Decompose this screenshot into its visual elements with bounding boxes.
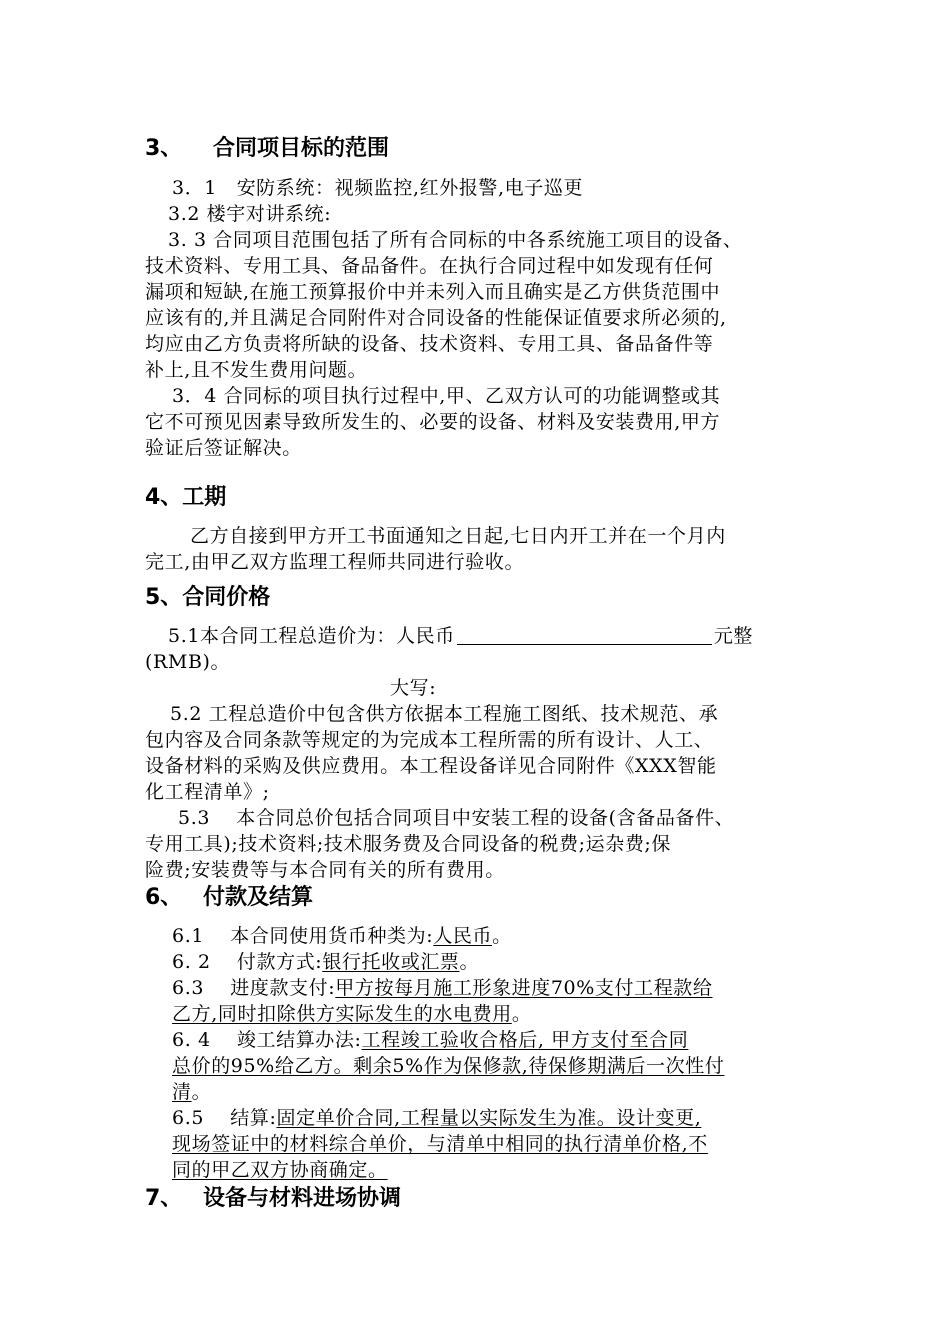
section-3-line: 3．1 安防系统：视频监控,红外报警,电子巡更: [172, 177, 584, 199]
punctuation: 。: [459, 951, 480, 973]
section-5-line: 设备材料的采购及供应费用。本工程设备详见合同附件《XXX智能: [145, 755, 717, 777]
payment-method-value: 银行托收或汇票: [322, 951, 460, 973]
section-3-heading: [145, 134, 389, 164]
section-5-line: 专用工具);技术资料;技术服务费及合同设备的税费;运杂费;保: [145, 833, 672, 855]
section-6-number: 6、: [145, 885, 183, 910]
final-settlement-line: [172, 1027, 688, 1053]
final-settlement-value: 总价的95%给乙方。剩余5%作为保修款,待保修期满后一次性付: [172, 1055, 725, 1077]
payment-method-line: [172, 949, 479, 975]
section-3-line: 均应由乙方负责将所缺的设备、技术资料、专用工具、备品备件等: [145, 333, 714, 355]
progress-payment-value: 乙方,同时扣除供方实际发生的水电费用: [172, 1003, 512, 1025]
settlement-value: 同的甲乙双方协商确定。: [172, 1159, 388, 1181]
contract-price-blank: [457, 624, 712, 645]
section-5-line: 包内容及合同条款等规定的为完成本工程所需的所有设计、人工、: [145, 729, 714, 751]
final-settlement-line-2: [172, 1053, 724, 1079]
section-4-line: 完工,由甲乙双方监理工程师共同进行验收。: [145, 551, 525, 573]
section-3-line: 应该有的,并且满足合同附件对合同设备的性能保证值要求所必须的,: [145, 307, 727, 329]
section-5-line: 险费;安装费等与本合同有关的所有费用。: [145, 859, 505, 881]
section-3-line: 3.2 楼宇对讲系统:: [168, 203, 332, 225]
settlement-line: [172, 1105, 701, 1131]
payment-currency-line: [172, 923, 512, 949]
payment-method-label: 6. 2 付款方式:: [172, 951, 323, 973]
contract-price-line: [168, 623, 753, 649]
section-5-line: 5.2 工程总造价中包含供方依据本工程施工图纸、技术规范、承: [170, 703, 719, 725]
final-settlement-line-3: [172, 1079, 211, 1105]
section-3-line: 它不可预见因素导致所发生的、必要的设备、材料及安装费用,甲方: [145, 411, 721, 433]
section-4-line: 乙方自接到甲方开工书面通知之日起,七日内开工并在一个月内: [190, 525, 726, 547]
payment-currency-label: 6.1 本合同使用货币种类为:: [172, 925, 434, 947]
progress-payment-line: [172, 975, 713, 1001]
final-settlement-value: 工程竣工验收合格后, 甲方支付至合同: [361, 1029, 689, 1051]
section-3-number: 3、: [145, 136, 183, 161]
section-3-line: 补上,且不发生费用问题。: [145, 359, 368, 381]
settlement-label: 6.5 结算:: [172, 1107, 277, 1129]
section-3-title: 合同项目标的范围: [213, 136, 390, 161]
section-3-line: 漏项和短缺,在施工预算报价中并未列入而且确实是乙方供货范围中: [145, 281, 721, 303]
final-settlement-value: 清: [172, 1081, 192, 1103]
capital-amount-label: 大写:: [390, 677, 437, 699]
section-5-line: (RMB)。: [145, 651, 231, 673]
section-7-heading: [145, 1184, 401, 1214]
final-settlement-label: 6. 4 竣工结算办法:: [172, 1029, 362, 1051]
progress-payment-value: 甲方按每月施工形象进度70%支付工程款给: [335, 977, 713, 999]
punctuation: 。: [492, 925, 512, 947]
progress-payment-label: 6.3 进度款支付:: [172, 977, 336, 999]
contract-price-unit: 元整: [713, 625, 754, 647]
section-3-line: 技术资料、专用工具、备品备件。在执行合同过程中如发现有任何: [145, 255, 714, 277]
section-5-line: 5.3 本合同总价包括合同项目中安装工程的设备(含备品备件、: [178, 807, 735, 829]
section-7-number: 7、: [145, 1186, 183, 1211]
punctuation: 。: [511, 1003, 532, 1025]
section-6-title: 付款及结算: [203, 885, 314, 910]
settlement-value: 现场签证中的材料综合单价，与清单中相同的执行清单价格,不: [172, 1133, 708, 1155]
settlement-line-3: [172, 1157, 388, 1183]
section-7-title: 设备与材料进场协调: [203, 1186, 402, 1211]
section-4-heading: 4、工期: [145, 485, 227, 510]
section-5-line: 化工程清单》;: [145, 781, 270, 803]
payment-currency-value: 人民币: [433, 925, 493, 947]
punctuation: 。: [191, 1081, 212, 1103]
section-6-heading: [145, 883, 313, 913]
contract-price-label: 5.1本合同工程总造价为：人民币: [168, 625, 455, 647]
section-3-line: 3. 3 合同项目范围包括了所有合同标的中各系统施工项目的设备、: [168, 229, 743, 251]
progress-payment-line-2: [172, 1001, 531, 1027]
section-5-heading: 5、合同价格: [145, 585, 271, 610]
settlement-line-2: [172, 1131, 708, 1157]
section-3-line: 3．4 合同标的项目执行过程中,甲、乙双方认可的功能调整或其: [172, 385, 721, 407]
settlement-value: 固定单价合同,工程量以实际发生为准。设计变更,: [276, 1107, 702, 1129]
section-3-line: 验证后签证解决。: [145, 437, 302, 459]
